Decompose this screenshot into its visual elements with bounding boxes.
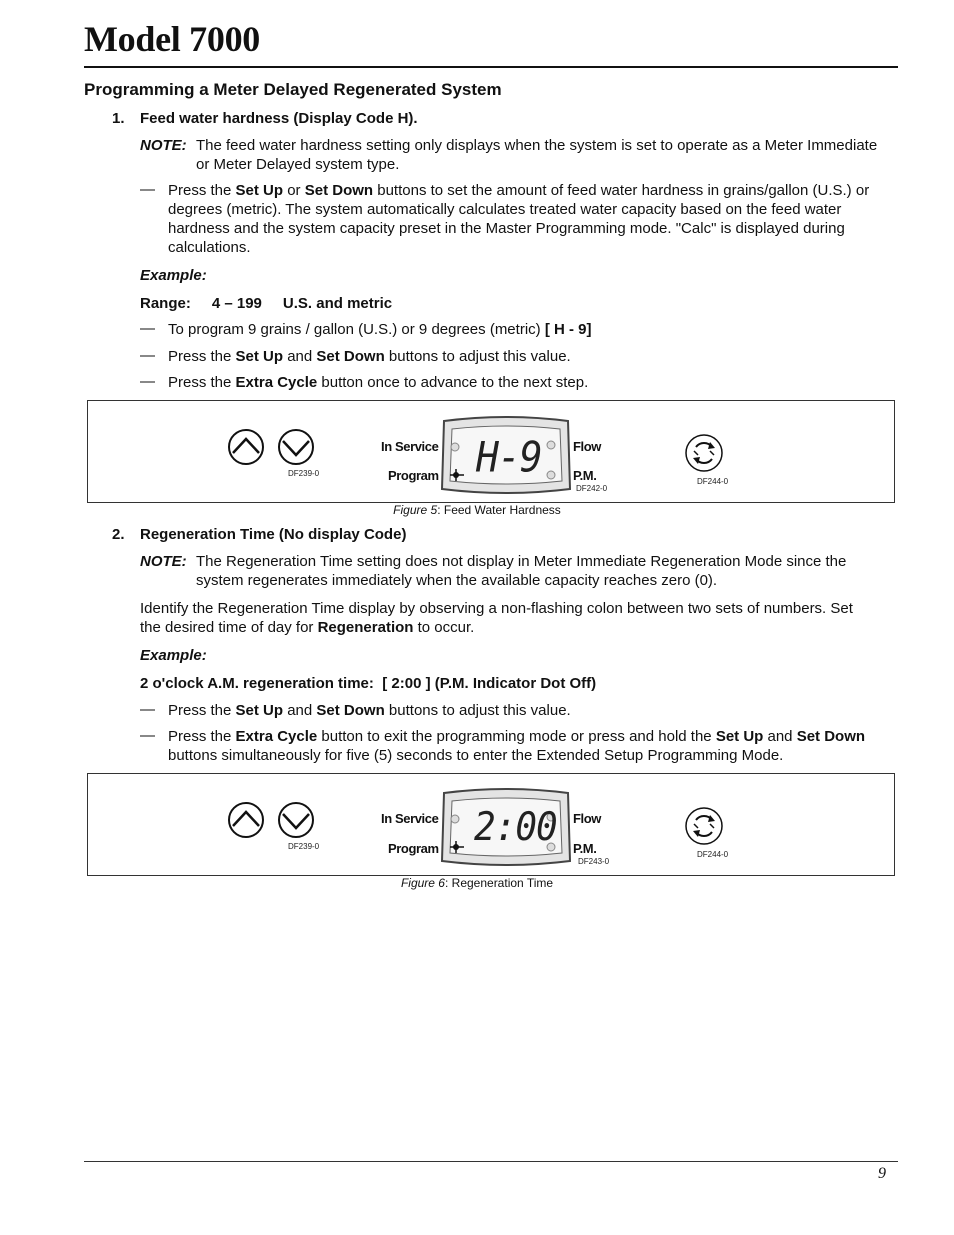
up-down-arrows-icon (226, 427, 316, 467)
flow-label: Flow (573, 811, 602, 826)
flow-label: Flow (573, 439, 602, 454)
step-number: 1. (112, 110, 125, 127)
figure-code: DF239-0 (288, 842, 320, 851)
in-service-label: In Service (381, 439, 439, 454)
bullet-dash: — (140, 347, 155, 364)
section-title: Programming a Meter Delayed Regenerated System (84, 80, 502, 99)
title-rule (84, 66, 898, 68)
bullet-dash: — (140, 701, 155, 718)
page-title: Model 7000 (84, 19, 260, 59)
note-text: The feed water hardness setting only displays when the system is set to operate as a Meter Immediate or Meter Delayed system type. (196, 137, 878, 173)
instruction-text: Press the Extra Cycle button once to advance to the next step. (168, 374, 589, 391)
instruction-text: Press the Extra Cycle button to exit the programming mode or press and hold the Set Up and Set Down buttons simultaneously for five (5) seconds to enter the Extended Setup Programming Mode. (168, 728, 866, 764)
lcd-readout: H-9 (476, 432, 542, 482)
bullet-dash: — (140, 373, 155, 390)
figure-code: DF242-0 (576, 484, 608, 493)
extra-cycle-button-icon (684, 433, 724, 473)
instruction-text: Press the Set Up or Set Down buttons to set the amount of feed water hardness in grains/gallon (U.S.) or degrees (metric). The system automatically calculates treated water capacity based on the feed water hardness and the system capacity preset in the Master Programming mode. "Calc" is displayed during calculations. (168, 182, 870, 256)
figure-code: DF243-0 (578, 857, 610, 866)
pm-label: P.M. (573, 841, 597, 856)
body-paragraph: Identify the Regeneration Time display by observing a non-flashing colon between two sets of numbers. Set the desired time of day for Regeneration to occur. (140, 600, 853, 636)
note-text: The Regeneration Time setting does not display in Meter Immediate Regeneration Mode since the system regenerates immediately when the available capacity reaches zero (0). (196, 553, 847, 589)
figure-caption: Figure 6: Regeneration Time (400, 876, 554, 890)
figure-5 (87, 400, 895, 503)
instruction-text: Press the Set Up and Set Down buttons to adjust this value. (168, 702, 571, 719)
note-label: NOTE: (140, 137, 187, 154)
program-label: Program (388, 841, 439, 856)
pm-label: P.M. (573, 468, 597, 483)
instruction-text: To program 9 grains / gallon (U.S.) or 9 degrees (metric) [ H - 9] (168, 321, 592, 338)
step-heading: Feed water hardness (Display Code H). (140, 110, 418, 127)
figure-caption: Figure 5: Feed Water Hardness (393, 503, 561, 517)
figure-code: DF244-0 (697, 850, 729, 859)
range-line: Range: 4 – 199 U.S. and metric (140, 295, 393, 312)
example-value: 2 o'clock A.M. regeneration time: [ 2:00 ] (P.M. Indicator Dot Off) (140, 675, 597, 692)
example-label: Example: (140, 267, 207, 284)
bullet-dash: — (140, 181, 155, 198)
in-service-label: In Service (381, 811, 439, 826)
bullet-dash: — (140, 727, 155, 744)
example-label: Example: (140, 647, 207, 664)
figure-code: DF244-0 (697, 477, 729, 486)
figure-6 (87, 773, 895, 876)
up-down-arrows-icon (226, 800, 316, 840)
lcd-readout: 2:00 (474, 804, 557, 851)
figure-code: DF239-0 (288, 469, 320, 478)
step-heading: Regeneration Time (No display Code) (140, 526, 407, 543)
page-number: 9 (878, 1165, 886, 1182)
bullet-dash: — (140, 320, 155, 337)
instruction-text: Press the Set Up and Set Down buttons to adjust this value. (168, 348, 571, 365)
step-number: 2. (112, 526, 125, 543)
program-label: Program (388, 468, 439, 483)
extra-cycle-button-icon (684, 806, 724, 846)
note-label: NOTE: (140, 553, 187, 570)
footer-rule (84, 1161, 898, 1162)
